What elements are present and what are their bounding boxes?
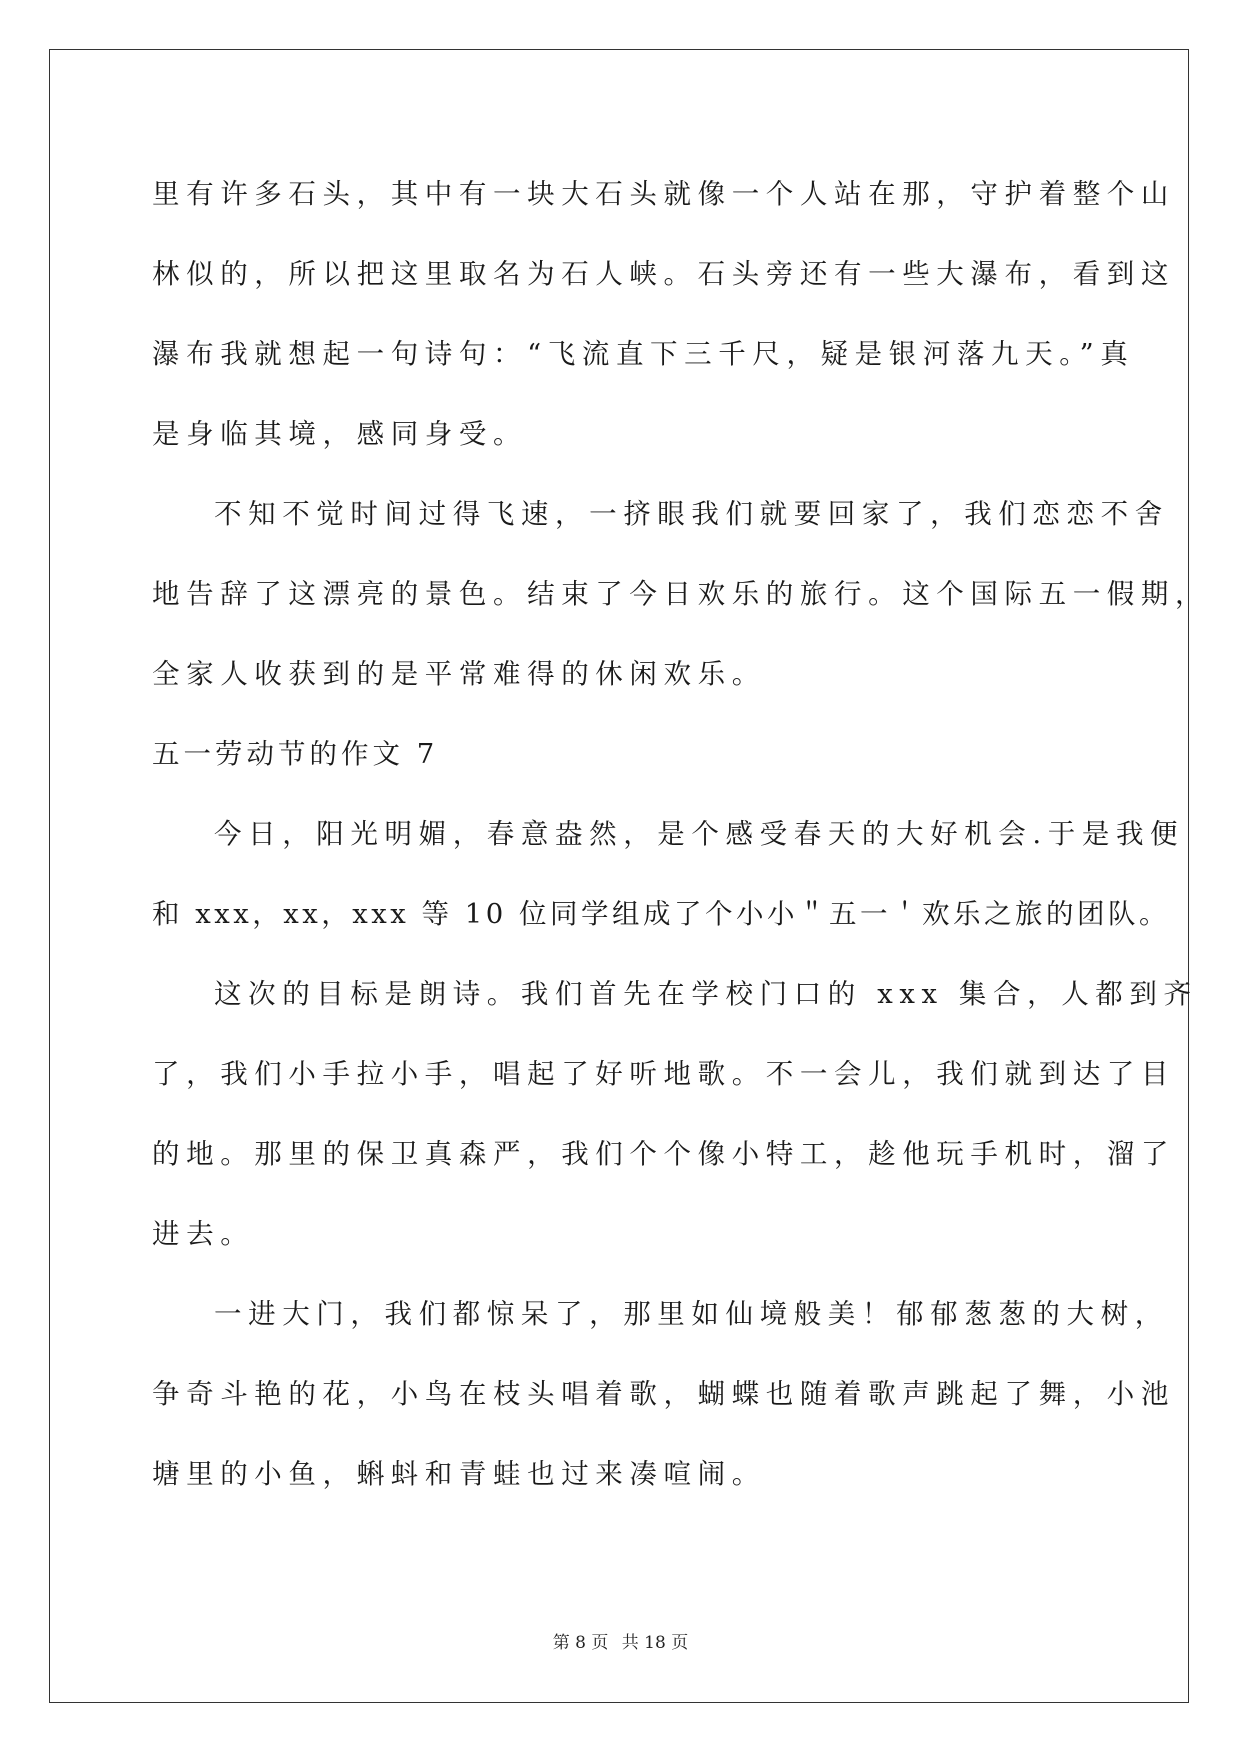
page-footer bbox=[0, 1628, 1241, 1653]
text-line: 争奇斗艳的花，小鸟在枝头唱着歌，蝴蝶也随着歌声跳起了舞，小池 bbox=[152, 1378, 1175, 1410]
text-line: 里有许多石头，其中有一块大石头就像一个人站在那，守护着整个山 bbox=[152, 178, 1175, 210]
text-line: 全家人收获到的是平常难得的休闲欢乐。 bbox=[152, 658, 766, 690]
page-total: 共 18 页 bbox=[621, 1633, 689, 1653]
paragraph-first-line: 今日，阳光明媚，春意盎然，是个感受春天的大好机会.于是我便 bbox=[214, 818, 1185, 850]
text-line: 塘里的小鱼，蝌蚪和青蛙也过来凑喧闹。 bbox=[152, 1458, 766, 1490]
text-line: 林似的，所以把这里取名为石人峡。石头旁还有一些大瀑布，看到这 bbox=[152, 258, 1175, 290]
text-line: 进去。 bbox=[152, 1218, 255, 1250]
paragraph-first-line: 一进大门，我们都惊呆了，那里如仙境般美！郁郁葱葱的大树， bbox=[214, 1298, 1169, 1330]
text-line: 地告辞了这漂亮的景色。结束了今日欢乐的旅行。这个国际五一假期， bbox=[152, 578, 1210, 610]
paragraph-first-line: 这次的目标是朗诗。我们首先在学校门口的 xxx 集合，人都到齐 bbox=[214, 978, 1198, 1010]
text-line: 和 xxx，xx，xxx 等 10 位同学组成了个小小＂五一＇欢乐之旅的团队。 bbox=[152, 898, 1171, 930]
page-number: 第 8 页 bbox=[552, 1633, 609, 1653]
text-line: 瀑布我就想起一句诗句：“飞流直下三千尺，疑是银河落九天。”真 bbox=[152, 338, 1135, 370]
paragraph-first-line: 不知不觉时间过得飞速，一挤眼我们就要回家了，我们恋恋不舍 bbox=[214, 498, 1169, 530]
text-line: 了，我们小手拉小手，唱起了好听地歌。不一会儿，我们就到达了目 bbox=[152, 1058, 1175, 1090]
text-line: 的地。那里的保卫真森严，我们个个像小特工，趁他玩手机时，溜了 bbox=[152, 1138, 1175, 1170]
section-heading: 五一劳动节的作文 7 bbox=[152, 738, 439, 770]
text-line: 是身临其境，感同身受。 bbox=[152, 418, 528, 450]
